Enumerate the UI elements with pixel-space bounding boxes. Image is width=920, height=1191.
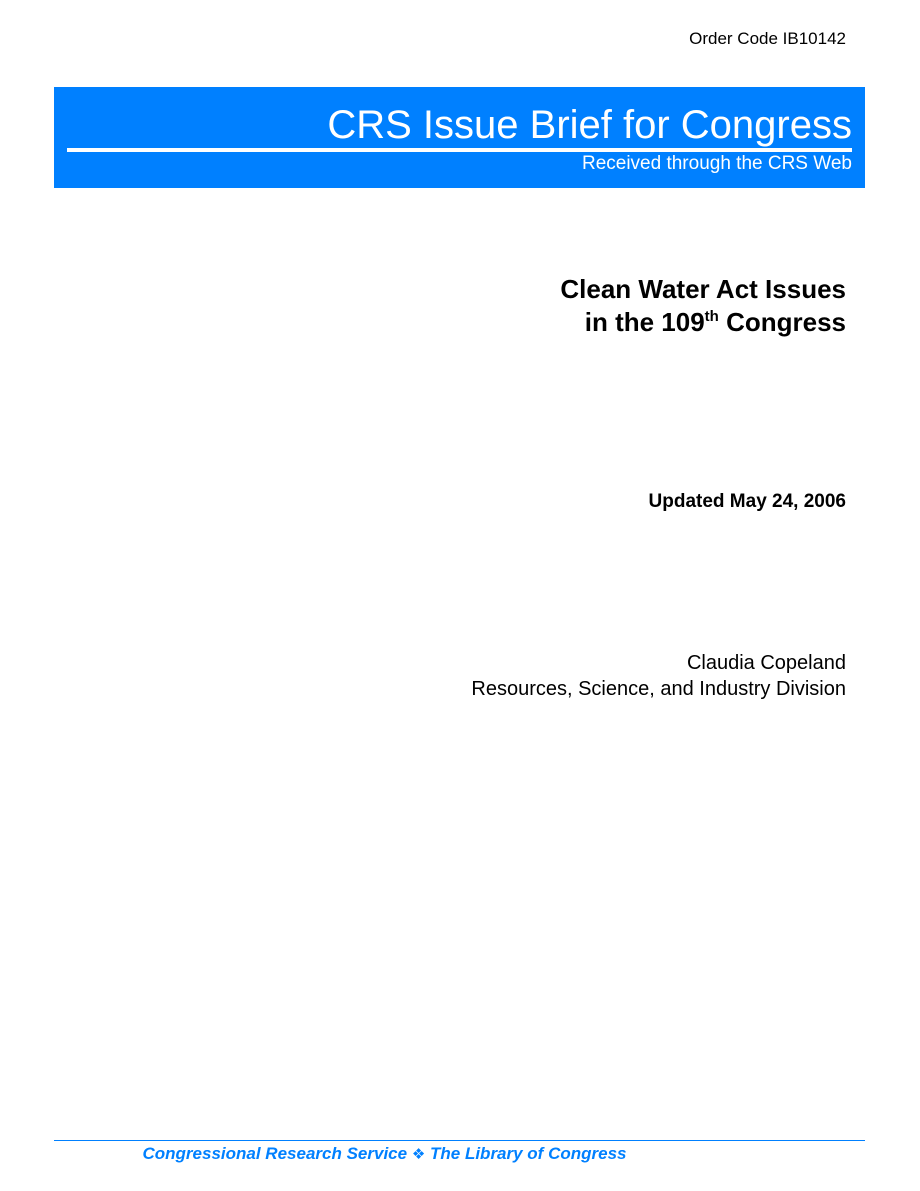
author-name: Claudia Copeland [686, 652, 846, 674]
crs-banner [54, 87, 865, 188]
title-line-2-prefix: in the 109 [584, 307, 705, 337]
title-line-2-suffix: Congress [718, 307, 846, 337]
order-code: Order Code IB10142 [689, 29, 846, 48]
banner-divider [67, 148, 852, 152]
updated-date: Updated May 24, 2006 [648, 491, 846, 512]
author-division: Resources, Science, and Industry Division [471, 678, 846, 700]
title-superscript: th [704, 308, 719, 325]
footer-crs: Congressional Research Service [142, 1144, 408, 1163]
footer [54, 1143, 865, 1165]
footer-library: The Library of Congress [430, 1144, 627, 1163]
footer-divider [54, 1140, 865, 1141]
banner-title: CRS Issue Brief for Congress [327, 103, 852, 147]
title-line-2 [560, 306, 846, 339]
author-block [471, 650, 846, 702]
title-line-1: Clean Water Act Issues [560, 274, 846, 304]
document-title [560, 273, 846, 339]
diamond-ornament-icon: ❖ [411, 1145, 426, 1163]
banner-subtitle: Received through the CRS Web [581, 153, 852, 174]
